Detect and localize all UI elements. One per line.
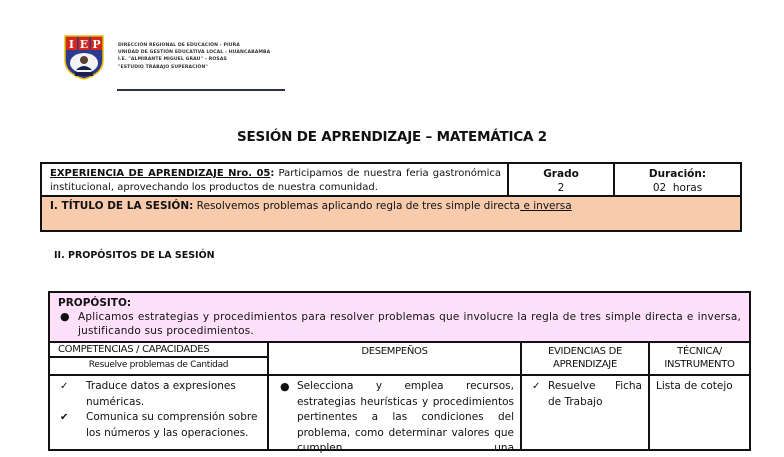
capacity-text: Comunica su comprensión sobre los números y las operaciones. <box>86 411 258 439</box>
experience-table <box>40 162 742 232</box>
performance-column <box>269 343 522 454</box>
duration-cell <box>615 164 740 195</box>
header-divider <box>117 89 285 91</box>
experience-text: Participamos de nuestra feria gastronómica institucional, aprovechando los productos de nuestra comunidad. <box>50 168 501 193</box>
competencies-table <box>48 341 751 454</box>
instrument-header: TÉCNICA/ INSTRUMENTO <box>650 343 749 376</box>
instrument-column <box>650 343 749 449</box>
purpose-label: PROPÓSITO: <box>58 297 132 309</box>
svg-text:P: P <box>92 38 101 51</box>
purpose-text: Aplicamos estrategias y procedimientos para resolver problemas que involucre la regla de tres simple directa e inversa, justificando sus procedimientos. <box>78 311 741 337</box>
grade-label: Grado <box>543 168 579 180</box>
institution-line: I.E. "ALMIRANTE MIGUEL GRAU" – ROSAS <box>118 57 227 63</box>
evidence-text: Resuelve <box>548 380 596 392</box>
svg-text:I: I <box>68 38 75 51</box>
evidence-column <box>522 343 650 449</box>
grade-value: 2 <box>557 182 565 194</box>
performance-header: DESEMPEÑOS <box>269 343 520 376</box>
evidence-text: Ficha <box>614 380 642 392</box>
purpose-bullet-item <box>58 310 741 338</box>
instrument-value: Lista de cotejo <box>656 380 733 392</box>
session-title-text: Resolvemos problemas aplicando regla de tres simple directa <box>193 200 521 212</box>
evidence-list <box>522 376 648 410</box>
page-title: SESIÓN DE APRENDIZAJE – MATEMÁTICA 2 <box>237 129 547 145</box>
competency-name: Resuelve problemas de Cantidad <box>88 360 229 370</box>
bullet-icon: ● <box>60 310 70 323</box>
evidence-item <box>530 379 642 410</box>
performance-item <box>277 379 514 457</box>
competencies-header-label: COMPETENCIAS / CAPACIDADES <box>50 343 267 358</box>
capacity-item <box>58 410 261 441</box>
session-title-underlined: e inversa <box>520 200 572 212</box>
institution-line: DIRECCIÓN REGIONAL DE EDUCACIÓN - PIURA <box>118 43 240 48</box>
evidence-text: de Trabajo <box>548 395 603 408</box>
institution-info <box>118 42 270 71</box>
institution-line: "ESTUDIO TRABAJO SUPERACIÓN" <box>118 64 208 70</box>
checkmark-icon: ✓ <box>60 381 69 392</box>
institution-line: UNIDAD DE GESTIÓN EDUCATIVA LOCAL - HUANCABAMBA <box>118 50 271 56</box>
evidence-header: EVIDENCIAS DE APRENDIZAJE <box>522 343 648 376</box>
experience-colon: : <box>270 168 275 179</box>
checkmark-icon: ✔ <box>60 412 69 423</box>
performance-text: Selecciona y emplea recursos, estrategias heurísticas y procedimientos pertinentes a las condiciones del problema, como determinar valores que cumplen una <box>297 380 514 454</box>
grade-cell <box>509 164 615 195</box>
checkmark-icon: ✓ <box>532 381 541 392</box>
session-title-label: I. TÍTULO DE LA SESIÓN: <box>50 200 194 212</box>
duration-value: 02 horas <box>652 182 703 194</box>
capacity-item <box>58 379 261 410</box>
capacity-text: Traduce datos a expresiones numéricas. <box>86 380 236 408</box>
competencies-column <box>50 343 269 449</box>
school-logo <box>63 34 105 80</box>
experience-cell <box>42 164 509 195</box>
session-title-row <box>42 197 740 230</box>
experience-row <box>42 164 740 197</box>
purpose-box <box>48 291 751 342</box>
bullet-icon: ● <box>280 380 290 393</box>
experience-label: EXPERIENCIA DE APRENDIZAJE Nro. 05 <box>50 168 271 179</box>
section-heading-purposes: II. PROPÓSITOS DE LA SESIÓN <box>54 250 215 261</box>
duration-label: Duración: <box>648 168 707 180</box>
svg-text:E: E <box>79 38 89 51</box>
performance-list <box>269 376 520 457</box>
capacities-list <box>50 376 267 441</box>
competencies-header <box>50 343 267 376</box>
